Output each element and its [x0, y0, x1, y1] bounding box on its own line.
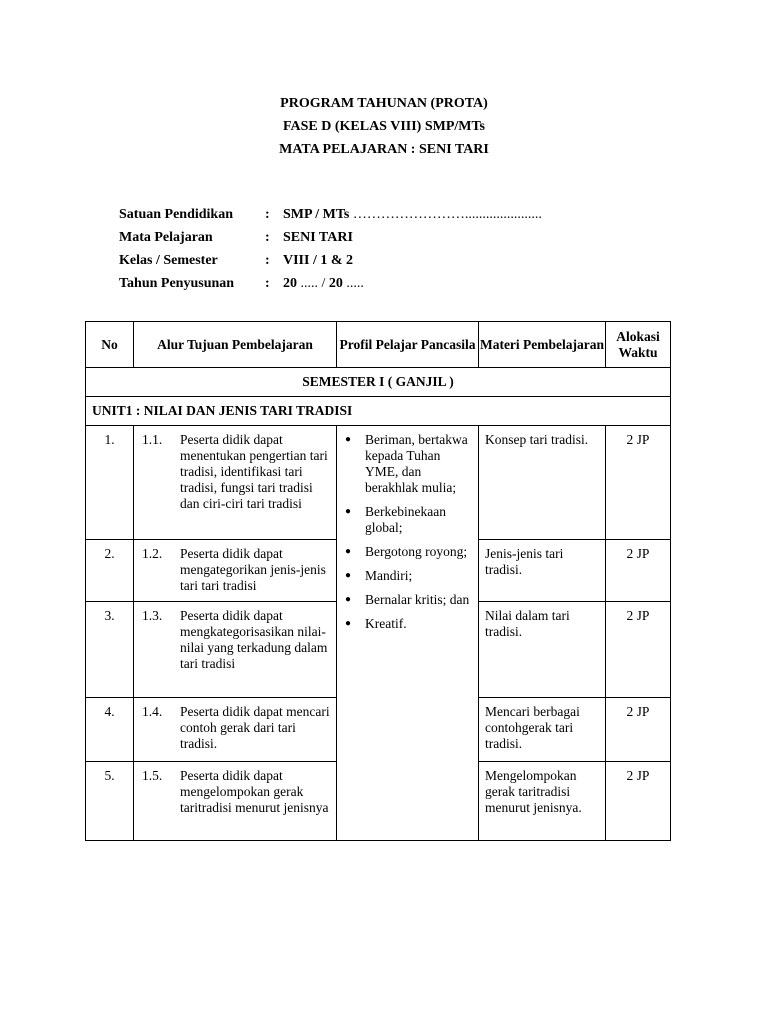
row-atp: [134, 540, 337, 602]
header-materi: Materi Pembelajaran: [479, 322, 606, 368]
bullet-icon: ●: [345, 434, 352, 445]
meta-label: Mata Pelajaran: [119, 230, 213, 245]
header-atp: Alur Tujuan Pembelajaran: [134, 322, 337, 368]
identity-block: [119, 206, 542, 298]
row-no: 4.: [86, 698, 134, 762]
meta-colon: :: [265, 230, 270, 245]
profil-text: Mandiri;: [365, 568, 413, 583]
row-materi: Konsep tari tradisi.: [479, 426, 606, 540]
profil-text: Kreatif.: [365, 616, 407, 631]
atp-text: Peserta didik dapat menentukan pengertian tari tradisi, identifikasi tari tradisi, fungsi tari tradisi dan ciri-ciri tari tradisi: [180, 432, 328, 511]
meta-row-tahun: [119, 275, 542, 298]
row-atp: [134, 698, 337, 762]
meta-label: Satuan Pendidikan: [119, 207, 233, 222]
row-materi: Jenis-jenis tari tradisi.: [479, 540, 606, 602]
profil-text: Berkebinekaan global;: [365, 504, 446, 535]
atp-code: 1.5.: [142, 768, 163, 783]
semester-row: [86, 368, 671, 397]
meta-colon: :: [265, 253, 270, 268]
atp-code: 1.3.: [142, 608, 163, 623]
meta-colon: :: [265, 276, 270, 291]
atp-text: Peserta didik dapat mengkategorisasikan nilai-nilai yang terkadung dalam tari tradisi: [180, 608, 328, 671]
semester-label: SEMESTER I ( GANJIL ): [86, 368, 671, 397]
row-materi: Mengelompokan gerak taritradisi menurut jenisnya.: [479, 762, 606, 841]
atp-text: Peserta didik dapat mengategorikan jenis-jenis tari tari tradisi: [180, 546, 326, 593]
bullet-icon: ●: [345, 618, 352, 629]
row-atp: [134, 602, 337, 698]
profil-list: [343, 432, 474, 632]
meta-value-2: 20: [328, 276, 343, 291]
list-item: [343, 504, 474, 536]
row-no: 3.: [86, 602, 134, 698]
document-header: [0, 92, 768, 161]
meta-row-mapel: [119, 229, 542, 252]
meta-dots: ……………………......................: [349, 207, 542, 222]
title-mapel: MATA PELAJARAN : SENI TARI: [279, 142, 489, 157]
header-profil: Profil Pelajar Pancasila: [337, 322, 479, 368]
meta-label: Tahun Penyusunan: [119, 276, 235, 291]
meta-value: SMP / MTs: [283, 207, 350, 222]
row-no: 2.: [86, 540, 134, 602]
atp-text: Peserta didik dapat mengelompokan gerak taritradisi menurut jenisnya: [180, 768, 329, 815]
meta-value: SENI TARI: [283, 230, 353, 245]
bullet-icon: ●: [345, 594, 352, 605]
meta-row-kelas: [119, 252, 542, 275]
list-item: [343, 568, 474, 584]
profil-text: Bernalar kritis; dan: [365, 592, 470, 607]
meta-label: Kelas / Semester: [119, 253, 218, 268]
atp-code: 1.1.: [142, 432, 163, 447]
bullet-icon: ●: [345, 506, 352, 517]
list-item: [343, 616, 474, 632]
row-alokasi: 2 JP: [606, 602, 671, 698]
meta-colon: :: [265, 207, 270, 222]
meta-value: 20: [283, 276, 297, 291]
row-alokasi: 2 JP: [606, 540, 671, 602]
row-no: 1.: [86, 426, 134, 540]
atp-code: 1.4.: [142, 704, 163, 719]
row-alokasi: 2 JP: [606, 426, 671, 540]
meta-value: VIII / 1 & 2: [283, 253, 354, 268]
unit-row: [86, 397, 671, 426]
row-atp: [134, 762, 337, 841]
header-no: No: [86, 322, 134, 368]
meta-dots-2: .....: [342, 276, 364, 291]
list-item: [343, 592, 474, 608]
profil-pancasila-cell: [337, 426, 479, 841]
prota-table: [85, 321, 671, 841]
row-no: 5.: [86, 762, 134, 841]
title-program: PROGRAM TAHUNAN (PROTA): [280, 96, 488, 111]
row-materi: Mencari berbagai contohgerak tari tradisi.: [479, 698, 606, 762]
profil-text: Beriman, bertakwa kepada Tuhan YME, dan berakhlak mulia;: [365, 432, 468, 495]
header-alokasi: Alokasi Waktu: [606, 322, 671, 368]
list-item: [343, 432, 474, 496]
row-alokasi: 2 JP: [606, 762, 671, 841]
bullet-icon: ●: [345, 570, 352, 581]
atp-text: Peserta didik dapat mencari contoh gerak dari tari tradisi.: [180, 704, 330, 751]
list-item: [343, 544, 474, 560]
row-materi: Nilai dalam tari tradisi.: [479, 602, 606, 698]
table-row: [86, 426, 671, 540]
table-header-row: [86, 322, 671, 368]
atp-code: 1.2.: [142, 546, 163, 561]
meta-dots: ..... /: [297, 276, 329, 291]
unit-label: UNIT1 : NILAI DAN JENIS TARI TRADISI: [86, 397, 671, 426]
row-alokasi: 2 JP: [606, 698, 671, 762]
bullet-icon: ●: [345, 546, 352, 557]
meta-row-satuan: [119, 206, 542, 229]
profil-text: Bergotong royong;: [365, 544, 468, 559]
row-atp: [134, 426, 337, 540]
title-fase: FASE D (KELAS VIII) SMP/MTs: [282, 119, 485, 134]
